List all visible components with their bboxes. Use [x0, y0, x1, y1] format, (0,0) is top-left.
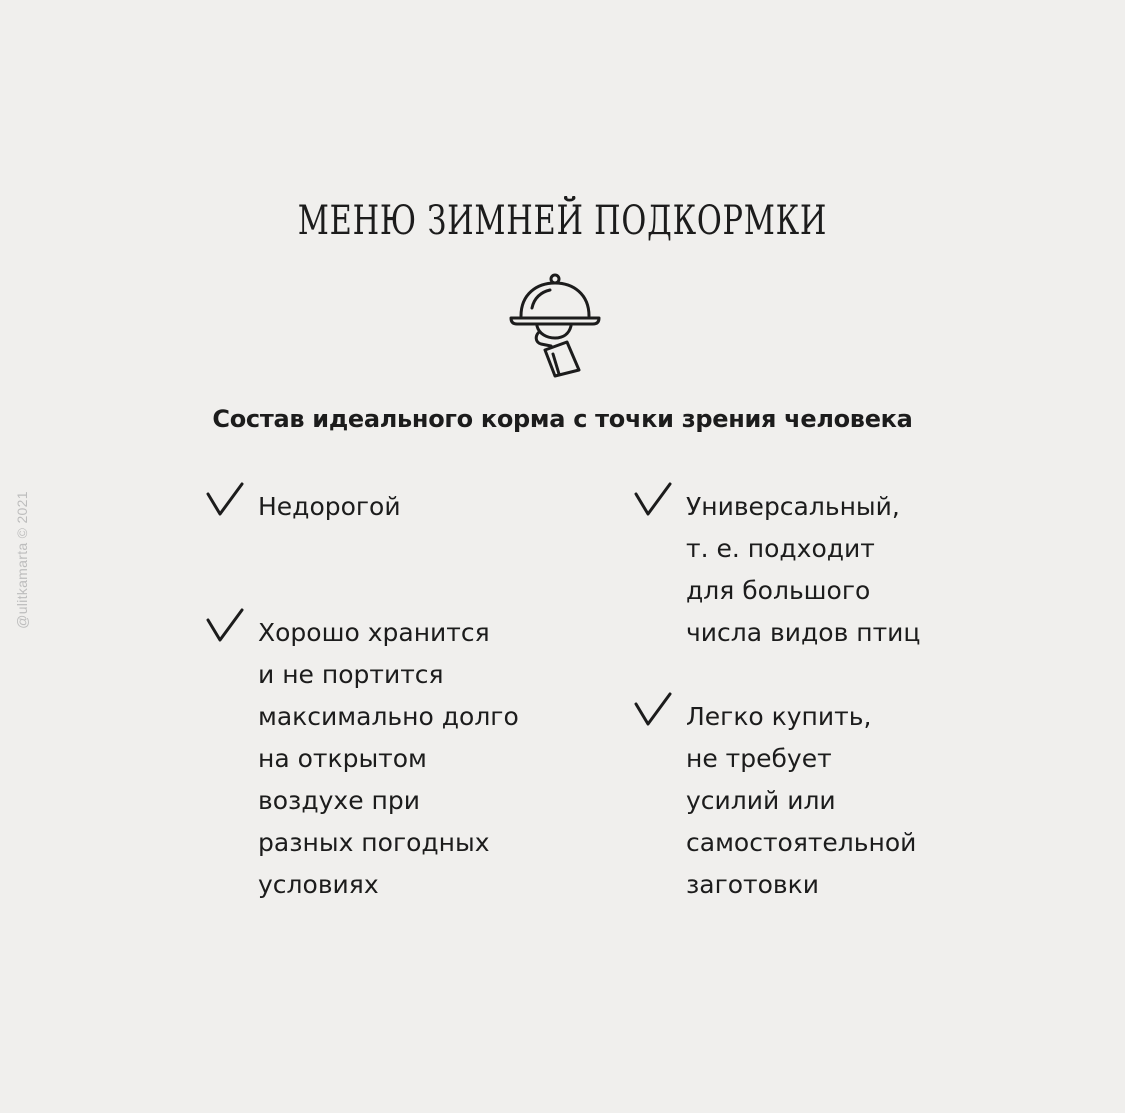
subtitle: Состав идеального корма с точки зрения человека	[212, 405, 913, 433]
checkmark-icon	[634, 692, 674, 728]
checkmark-icon	[206, 608, 246, 644]
serving-cloche-icon	[505, 266, 605, 378]
watermark: @ulitkamarta © 2021	[14, 491, 30, 629]
list-item-text: Хорошо хранится и не портится максимально долго на открытом воздухе при разных погодных условиях	[258, 618, 519, 899]
list-item-text: Недорогой	[258, 492, 401, 521]
list-item-text: Легко купить, не требует усилий или самостоятельной заготовки	[686, 702, 917, 899]
page-title: МЕНЮ ЗИМНЕЙ ПОДКОРМКИ	[297, 198, 828, 244]
list-item-text: Универсальный, т. е. подходит для большого числа видов птиц	[686, 492, 921, 647]
checkmark-icon	[634, 482, 674, 518]
checkmark-icon	[206, 482, 246, 518]
